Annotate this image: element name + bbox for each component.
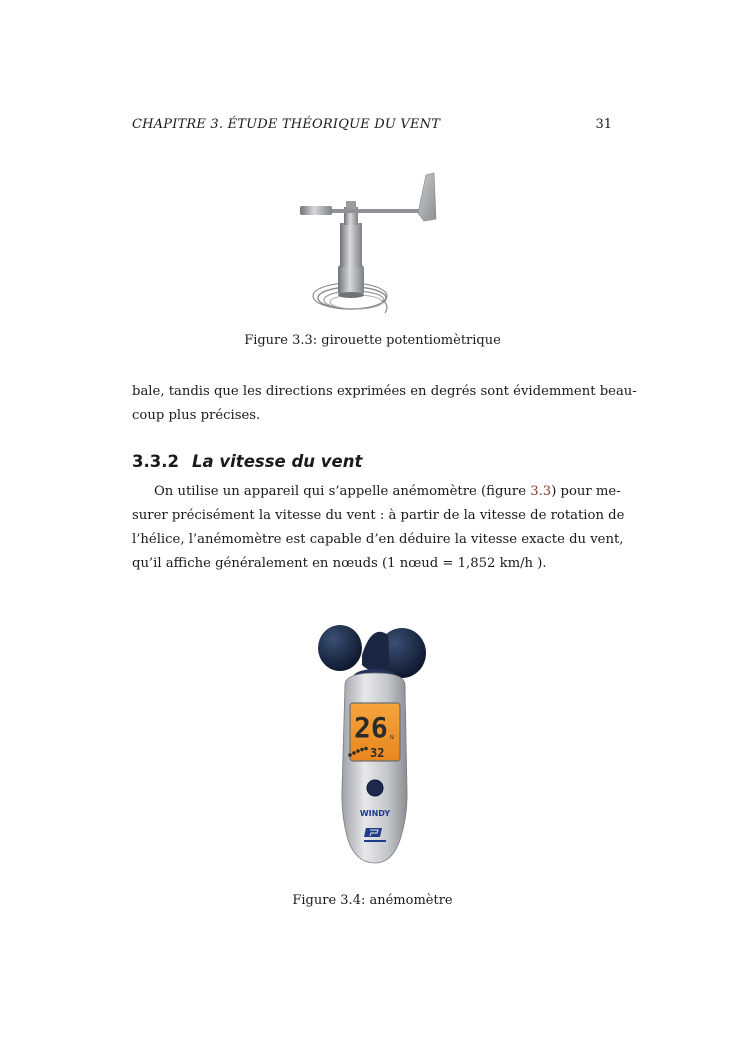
text-line <box>132 480 621 504</box>
paragraph <box>132 480 625 576</box>
section-title: La vitesse du vent <box>192 452 363 471</box>
figure-reference-link[interactable]: 3.3 <box>530 484 552 499</box>
wind-vane-photo <box>290 165 450 325</box>
section-heading <box>132 452 362 471</box>
text-line: bale, tandis que les directions exprimées en degrés sont évidemment beau- <box>132 384 637 399</box>
text-line: surer précisément la vitesse du vent : à partir de la vitesse de rotation de <box>132 508 625 523</box>
display-main-reading: 26 <box>354 711 388 744</box>
anemometer-photo <box>310 615 440 870</box>
text-span: ) pour me- <box>551 484 621 499</box>
section-number: 3.3.2 <box>132 452 179 471</box>
figure-caption: Figure 3.4: anémomètre <box>292 893 453 908</box>
text-line: qu’il affiche généralement en nœuds (1 nœud = 1,852 km/h ). <box>132 556 547 571</box>
brand-label: WINDY <box>359 809 391 818</box>
paragraph <box>132 380 637 428</box>
text-line: coup plus précises. <box>132 408 261 423</box>
display-small-reading: 32 <box>370 746 385 760</box>
display-unit: N <box>390 735 394 741</box>
text-span: On utilise un appareil qui s’appelle anémomètre (figure <box>154 484 531 499</box>
figure-caption: Figure 3.3: girouette potentiomètrique <box>244 333 501 348</box>
running-head: CHAPITRE 3. ÉTUDE THÉORIQUE DU VENT <box>132 117 441 132</box>
page-number: 31 <box>595 117 612 132</box>
text-line: l’hélice, l’anémomètre est capable d’en déduire la vitesse exacte du vent, <box>132 532 624 547</box>
